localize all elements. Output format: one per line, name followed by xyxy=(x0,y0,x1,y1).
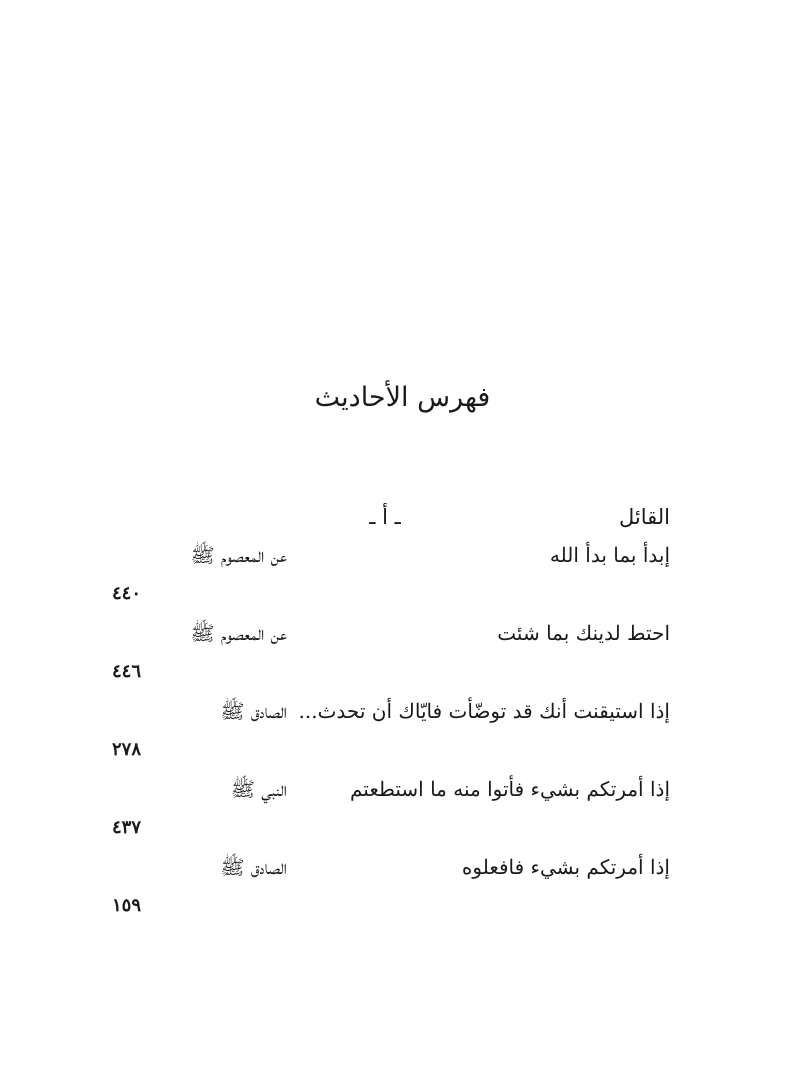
page-number: ٤٤٠ xyxy=(112,583,142,604)
index-header xyxy=(0,505,805,535)
hadith-text: إبدأ بما بدأ الله xyxy=(549,543,670,567)
hadith-text: احتط لدينك بما شئت xyxy=(497,621,670,645)
hadith-text: إذا استيقنت أنك قد توضّأت فايّاك أن تحدث... xyxy=(298,699,670,723)
speaker-column-label: القائل xyxy=(618,505,670,529)
index-entry xyxy=(0,855,805,935)
hadith-text: إذا أمرتكم بشيء فافعلوه xyxy=(461,855,670,879)
page-number: ٤٤٦ xyxy=(112,661,142,682)
hadith-text: إذا أمرتكم بشيء فأتوا منه ما استطعتم xyxy=(349,777,670,801)
narrator: عن المعصوم ﷺ xyxy=(190,543,287,567)
index-entry xyxy=(0,777,805,857)
index-entry xyxy=(0,543,805,623)
narrator: عن المعصوم ﷺ xyxy=(190,621,287,645)
page-number: ٢٧٨ xyxy=(112,739,142,760)
index-entry xyxy=(0,621,805,701)
narrator: النبي ﷺ xyxy=(230,777,287,801)
section-letter: ـ أ ـ xyxy=(369,505,401,529)
index-entry xyxy=(0,699,805,779)
narrator: الصادق ﷺ xyxy=(220,699,287,723)
page-number: ٤٣٧ xyxy=(112,817,142,838)
page-title: فهرس الأحاديث xyxy=(314,382,491,413)
narrator: الصادق ﷺ xyxy=(220,855,287,879)
page-number: ١٥٩ xyxy=(112,895,142,916)
